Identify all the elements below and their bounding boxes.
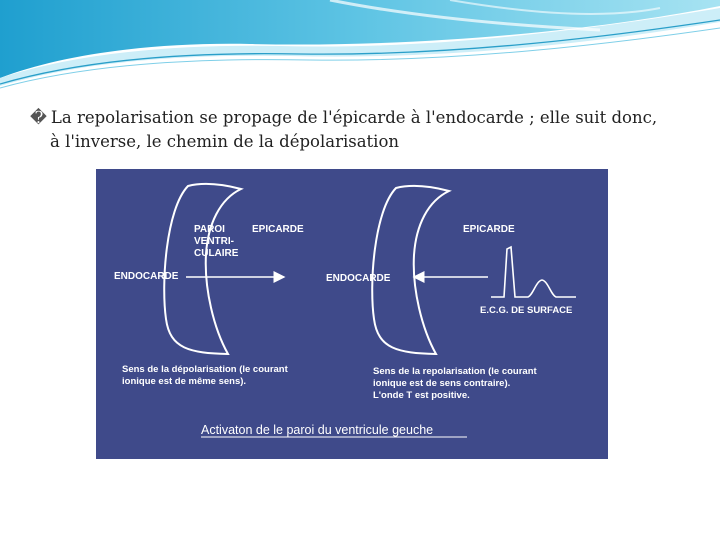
bullet-marker: � [30,108,47,127]
left-label-paroi-3: CULAIRE [194,248,239,259]
bullet-paragraph [30,106,690,154]
figure-title: Activaton de le paroi du ventricule geuche [201,423,434,437]
header-wave-decoration [0,0,720,90]
right-label-endocarde: ENDOCARDE [326,273,391,284]
right-wall-shape [372,186,449,354]
bullet-line-1: La repolarisation se propage de l'épicarde à l'endocarde ; elle suit donc, [50,108,658,127]
left-label-endocarde: ENDOCARDE [114,271,179,282]
ecg-trace [491,247,576,297]
ventricular-wall-figure [96,169,608,459]
left-label-paroi-2: VENTRI- [194,236,234,247]
left-label-paroi-1: PAROI [194,224,225,235]
right-caption-line-1: Sens de la repolarisation (le courant [373,366,537,377]
left-label-epicarde: EPICARDE [252,224,304,235]
left-wall-shape [164,184,241,354]
bullet-line-2: à l'inverse, le chemin de la dépolarisation [50,132,400,151]
right-caption-line-2: ionique est de sens contraire). [373,378,511,389]
right-caption-line-3: L'onde T est positive. [373,390,470,401]
right-label-epicarde: EPICARDE [463,224,515,235]
left-caption-line-1: Sens de la dépolarisation (le courant [122,364,288,375]
left-caption-line-2: ionique est de même sens). [122,376,247,387]
figure-diagram [96,169,608,459]
right-label-ecg: E.C.G. DE SURFACE [480,305,573,316]
